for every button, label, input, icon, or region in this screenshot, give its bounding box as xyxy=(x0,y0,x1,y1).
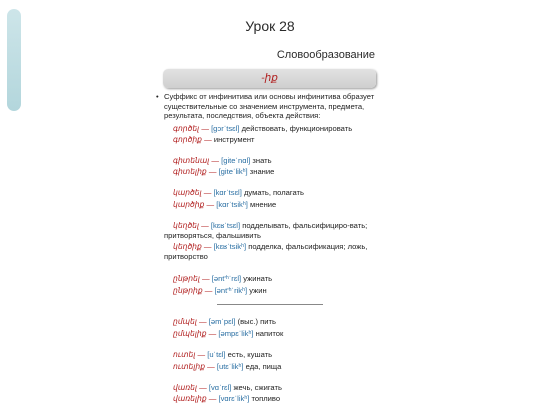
entry-transcription: [giteˈnɑl] xyxy=(221,156,251,165)
entry-meaning: жечь, сжигать xyxy=(233,383,282,392)
entry-row xyxy=(173,317,276,327)
section-title: Словообразование xyxy=(276,49,375,61)
entry-word: ուտել — xyxy=(173,350,206,359)
entry-word: ընթրիք — xyxy=(173,286,213,295)
entry-transcription: [əmpɛˈlikʰ] xyxy=(218,329,254,338)
entry-row xyxy=(173,188,304,198)
entry-meaning: подделывать, фальсифициро-вать; притворяться, фальшивить xyxy=(164,221,368,240)
entry-transcription: [vɑˈrɛl] xyxy=(208,383,232,392)
description-text: Суффикс от инфинитива или основы инфинитива образует существительные со значением инструмента, предмета, результата, последствия, объекта действия: xyxy=(164,92,375,120)
page-title: Урок 28 xyxy=(245,18,295,34)
entry-transcription: [əmˈpɛl] xyxy=(208,317,236,326)
entry-word: գիտելիք — xyxy=(173,167,217,176)
entry-word: կարծել — xyxy=(173,188,212,197)
entry-meaning: еда, пища xyxy=(245,362,282,371)
bullet-icon: • xyxy=(156,92,159,101)
entry-row xyxy=(164,221,369,241)
entry-transcription: [kɛʁˈtsikʰ] xyxy=(213,242,247,251)
entry-word: կեղծիք — xyxy=(173,242,212,251)
entry-meaning: думать, полагать xyxy=(243,188,304,197)
entry-meaning: ужин xyxy=(249,286,267,295)
entry-row xyxy=(173,200,276,210)
entry-transcription: [ənt'ʰˈrɛl] xyxy=(211,274,242,283)
entry-word: վառելիք — xyxy=(173,394,217,403)
entry-meaning: ужинать xyxy=(243,274,273,283)
entry-word: ըմպել — xyxy=(173,317,207,326)
entry-row xyxy=(173,394,280,404)
entry-meaning: есть, кушать xyxy=(227,350,273,359)
description xyxy=(156,92,386,121)
entry-meaning: знание xyxy=(249,167,275,176)
entry-transcription: [vɑrɛˈlikʰ] xyxy=(218,394,250,403)
suffix-header-bar xyxy=(163,69,376,88)
entry-row xyxy=(173,274,272,284)
entry-word: ուտելիք — xyxy=(173,362,215,371)
entry-word: գիտենալ — xyxy=(173,156,219,165)
entry-transcription: [ənt'ʰˈrikʰ] xyxy=(214,286,248,295)
entry-transcription: [utɛˈlikʰ] xyxy=(216,362,244,371)
entry-row xyxy=(173,362,281,372)
entry-word: գործել — xyxy=(173,124,209,133)
entry-row xyxy=(173,383,282,393)
entry-row xyxy=(173,350,272,360)
entry-meaning: напиток xyxy=(255,329,284,338)
entry-row xyxy=(164,242,369,262)
entry-word: գործիք — xyxy=(173,135,212,144)
entry-meaning: знать xyxy=(252,156,272,165)
entry-row xyxy=(173,124,352,134)
entry-transcription: [kɑrˈtsikʰ] xyxy=(216,200,248,209)
entry-transcription: [gɔrˈtsɛl] xyxy=(211,124,240,133)
section-divider xyxy=(217,304,323,305)
entry-meaning: инструмент xyxy=(213,135,255,144)
entry-meaning: подделка, фальсификация; ложь, притворство xyxy=(164,242,368,261)
entry-row xyxy=(173,329,283,339)
entry-word: ընթրել — xyxy=(173,274,210,283)
entry-transcription: [uˈtɛl] xyxy=(207,350,226,359)
entry-transcription: [kɛʁˈtsɛl] xyxy=(210,221,241,230)
entry-meaning: мнение xyxy=(249,200,277,209)
entry-word: ըմպելիք — xyxy=(173,329,217,338)
entry-meaning: действовать, функционировать xyxy=(241,124,353,133)
suffix-label: -իք xyxy=(261,72,278,84)
entry-word: վառել — xyxy=(173,383,207,392)
entry-word: կեղծել — xyxy=(173,221,209,230)
entry-row xyxy=(173,167,274,177)
entry-row xyxy=(173,156,272,166)
entry-meaning: топливо xyxy=(251,394,281,403)
entry-row xyxy=(173,135,255,145)
entry-transcription: [giteˈlikʰ] xyxy=(218,167,248,176)
entry-transcription: [kɑrˈtsɛl] xyxy=(213,188,242,197)
entry-word: կարծիք — xyxy=(173,200,215,209)
entry-meaning: (выс.) пить xyxy=(237,317,276,326)
entry-row xyxy=(173,286,267,296)
